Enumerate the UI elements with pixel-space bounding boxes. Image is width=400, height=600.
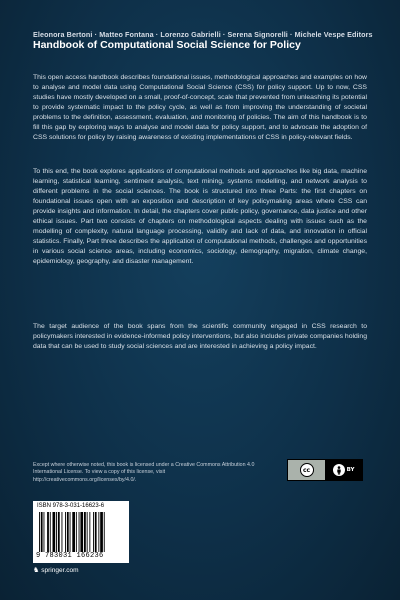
editors-line: Eleonora Bertoni · Matteo Fontana · Lorenzo Gabrielli · Serena Signorelli · Michele Vespe Editors [33, 30, 373, 39]
cc-icon: cc [300, 463, 314, 477]
description-paragraph-1: This open access handbook describes foundational issues, methodological approaches and examples on how to analyse and model data using Computational Social Science (CSS) for policy support. Up to now, CSS studies have mostly developed on a small, proof-of-concept, scale that prevented from unleashing its potential to provide systematic impact to the policy cycle, as well as from improving the understanding of societal problems to the definition, assessment, evaluation, and monitoring of policies. The aim of this handbook is to fill this gap by exploring ways to analyse and model data for policy support, and to advocate the adoption of CSS solutions for policy by raising awareness of existing implementations of CSS in policy-relevant fields. [33, 74, 367, 141]
by-attribution-area [325, 460, 362, 480]
publisher-url: springer.com [41, 566, 79, 574]
barcode-digits: 9 783031 166236 [36, 552, 104, 560]
license-notice: Except where otherwise noted, this book is licensed under a Creative Commons Attribution 4.0 International License. To view a copy of this license, visit http://creativecommons.org/licenses/by/4.0/. [33, 462, 255, 483]
cc-by-license-badge [287, 459, 363, 481]
by-label: BY [346, 467, 355, 473]
publisher-link[interactable] [33, 566, 79, 574]
description-paragraph-3: The target audience of the book spans from the scientific community engaged in CSS research to policymakers interested in evidence-informed policy interventions, but also includes private companies holding data that can be used to study social sciences and are interested in achieving a policy impact. [33, 323, 367, 350]
cc-logo-area [288, 460, 325, 480]
isbn-barcode [33, 501, 129, 563]
isbn-number: ISBN 978-3-031-16623-6 [37, 503, 105, 509]
springer-horse-icon: ♞ [33, 567, 40, 574]
barcode-bars [39, 512, 123, 552]
book-title: Handbook of Computational Social Science for Policy [33, 39, 301, 51]
description-paragraph-2: To this end, the book explores applications of computational methods and approaches like big data, machine learning, statistical learning, sentiment analysis, text mining, systems modelling, and network analysis to different problems in the social sciences. The book is structured into three Parts: the first chapters on foundational issues open with an exposition and description of key policymaking areas where CSS can provide insights and information. In detail, the chapters cover public policy, governance, data justice and other ethical issues. Part two consists of chapters on methodological aspects dealing with issues such as the modelling of complexity, natural language processing, validity and lack of data, and innovation in official statistics. Finally, Part three describes the application of computational methods, challenges and opportunities in various social science areas, including economics, sociology, demography, migration, climate change, epidemiology, geography, and disaster management. [33, 168, 367, 265]
attribution-person-icon [333, 464, 345, 476]
